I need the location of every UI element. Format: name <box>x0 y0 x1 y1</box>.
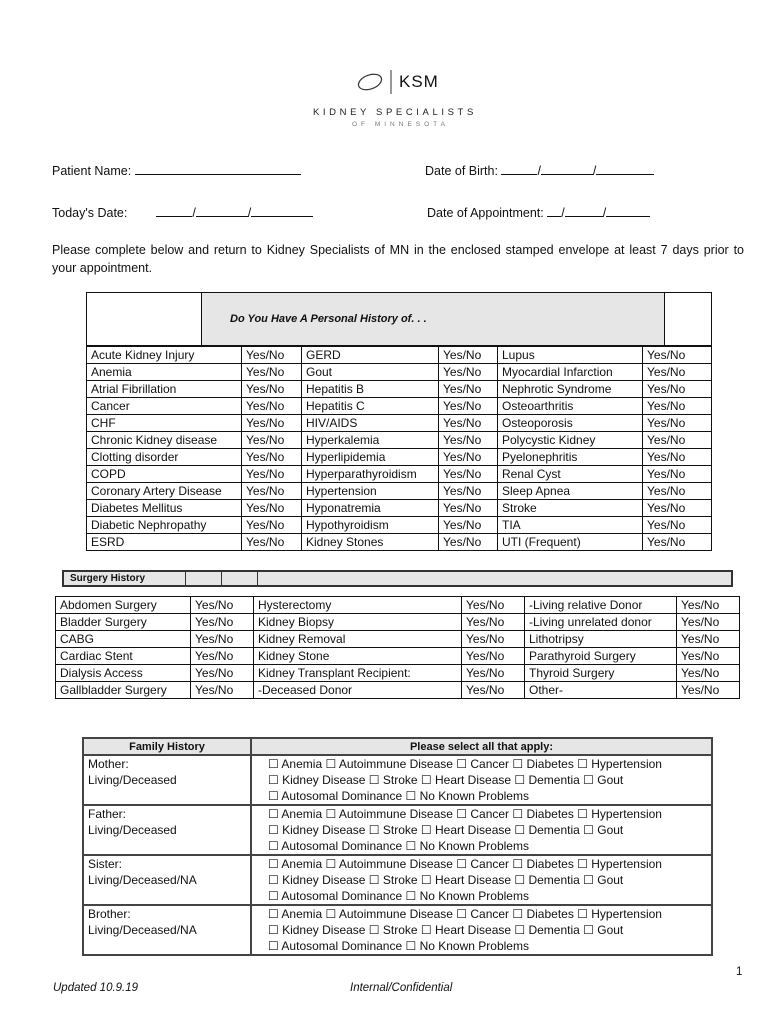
condition-label: Hyponatremia <box>302 500 439 517</box>
condition-label: Abdomen Surgery <box>56 597 191 614</box>
condition-label: Anemia <box>87 364 242 381</box>
yes-no-answer[interactable]: Yes/No <box>462 682 525 699</box>
updated-date: Updated 10.9.19 <box>53 982 139 994</box>
yes-no-answer[interactable]: Yes/No <box>439 500 498 517</box>
condition-label: -Living relative Donor <box>525 597 677 614</box>
condition-label: Parathyroid Surgery <box>525 648 677 665</box>
family-living-status[interactable]: Living/Deceased/NA <box>88 923 197 937</box>
classification-label: Internal/Confidential <box>350 982 453 994</box>
family-history-select-label: Please select all that apply: <box>251 738 712 755</box>
yes-no-answer[interactable]: Yes/No <box>439 449 498 466</box>
yes-no-answer[interactable]: Yes/No <box>462 665 525 682</box>
condition-label: HIV/AIDS <box>302 415 439 432</box>
personal-history-title: Do You Have A Personal History of. . . <box>230 313 427 325</box>
family-options-line[interactable]: ☐ Autosomal Dominance ☐ No Known Problems <box>268 839 529 853</box>
sh-row <box>56 648 740 665</box>
yes-no-answer[interactable]: Yes/No <box>643 534 712 551</box>
logo-name: KSM <box>399 72 439 91</box>
family-options-line[interactable]: ☐ Anemia ☐ Autoimmune Disease ☐ Cancer ☐ Diabetes ☐ Hypertension <box>268 757 662 771</box>
yes-no-answer[interactable]: Yes/No <box>462 597 525 614</box>
yes-no-answer[interactable]: Yes/No <box>439 432 498 449</box>
condition-label: Diabetic Nephropathy <box>87 517 242 534</box>
condition-label: Renal Cyst <box>498 466 643 483</box>
family-member-cell <box>83 805 251 855</box>
yes-no-answer[interactable]: Yes/No <box>439 347 498 364</box>
appointment-date-field[interactable]: Date of Appointment: / / <box>427 205 650 220</box>
condition-label: Kidney Stone <box>254 648 462 665</box>
condition-label: Hypothyroidism <box>302 517 439 534</box>
yes-no-answer[interactable]: Yes/No <box>242 534 302 551</box>
today-label: Today's Date: <box>52 206 128 220</box>
yes-no-answer[interactable]: Yes/No <box>643 483 712 500</box>
family-options-cell[interactable] <box>251 755 712 805</box>
yes-no-answer[interactable]: Yes/No <box>242 517 302 534</box>
todays-date-field[interactable]: Today's Date: / / <box>52 205 313 220</box>
condition-label: Kidney Stones <box>302 534 439 551</box>
yes-no-answer[interactable]: Yes/No <box>242 347 302 364</box>
condition-label: Nephrotic Syndrome <box>498 381 643 398</box>
condition-label: Myocardial Infarction <box>498 364 643 381</box>
family-living-status[interactable]: Living/Deceased/NA <box>88 873 197 887</box>
appt-month-line[interactable] <box>547 205 561 217</box>
yes-no-answer[interactable]: Yes/No <box>242 381 302 398</box>
yes-no-answer[interactable]: Yes/No <box>242 466 302 483</box>
today-year-line[interactable] <box>251 205 313 217</box>
dob-day-line[interactable] <box>541 163 593 175</box>
condition-label: COPD <box>87 466 242 483</box>
yes-no-answer[interactable]: Yes/No <box>439 483 498 500</box>
family-options-line[interactable]: ☐ Autosomal Dominance ☐ No Known Problems <box>268 939 529 953</box>
personal-history-table <box>86 346 712 551</box>
yes-no-answer[interactable]: Yes/No <box>439 364 498 381</box>
condition-label: Coronary Artery Disease <box>87 483 242 500</box>
family-member-cell <box>83 755 251 805</box>
surgery-history-table <box>55 596 740 699</box>
surgery-history-header <box>62 570 733 587</box>
family-options-line[interactable]: ☐ Kidney Disease ☐ Stroke ☐ Heart Disease ☐ Dementia ☐ Gout <box>268 773 624 787</box>
condition-label: Dialysis Access <box>56 665 191 682</box>
yes-no-answer[interactable]: Yes/No <box>191 665 254 682</box>
condition-label: Kidney Removal <box>254 631 462 648</box>
ph-row <box>87 449 712 466</box>
family-member-row <box>83 905 712 955</box>
yes-no-answer[interactable]: Yes/No <box>643 415 712 432</box>
family-options-cell[interactable] <box>251 855 712 905</box>
yes-no-answer[interactable]: Yes/No <box>643 432 712 449</box>
sh-row <box>56 631 740 648</box>
family-relation: Father: <box>88 807 127 821</box>
ph-row <box>87 381 712 398</box>
condition-label: Kidney Biopsy <box>254 614 462 631</box>
yes-no-answer[interactable]: Yes/No <box>643 364 712 381</box>
family-options-line[interactable]: ☐ Autosomal Dominance ☐ No Known Problems <box>268 789 529 803</box>
condition-label: Pyelonephritis <box>498 449 643 466</box>
appt-year-line[interactable] <box>606 205 650 217</box>
yes-no-answer[interactable]: Yes/No <box>242 432 302 449</box>
family-relation: Brother: <box>88 907 131 921</box>
family-member-cell <box>83 855 251 905</box>
patient-name-field[interactable] <box>52 163 301 178</box>
condition-label: Osteoporosis <box>498 415 643 432</box>
yes-no-answer[interactable]: Yes/No <box>462 614 525 631</box>
family-living-status[interactable]: Living/Deceased <box>88 823 177 837</box>
condition-label: Hepatitis B <box>302 381 439 398</box>
yes-no-answer[interactable]: Yes/No <box>439 381 498 398</box>
condition-label: Hyperparathyroidism <box>302 466 439 483</box>
family-history-title: Family History <box>83 738 251 755</box>
patient-name-line[interactable] <box>135 163 301 175</box>
condition-label: Polycystic Kidney <box>498 432 643 449</box>
sh-row <box>56 614 740 631</box>
yes-no-answer[interactable]: Yes/No <box>191 614 254 631</box>
family-relation: Sister: <box>88 857 123 871</box>
yes-no-answer[interactable]: Yes/No <box>677 665 740 682</box>
yes-no-answer[interactable]: Yes/No <box>439 534 498 551</box>
family-living-status[interactable]: Living/Deceased <box>88 773 177 787</box>
logo-subtitle: KIDNEY SPECIALISTS <box>313 107 477 118</box>
logo-subtitle-2: OF MINNESOTA <box>352 121 449 128</box>
yes-no-answer[interactable]: Yes/No <box>191 597 254 614</box>
family-options-line[interactable]: ☐ Kidney Disease ☐ Stroke ☐ Heart Disease ☐ Dementia ☐ Gout <box>268 923 624 937</box>
condition-label: Lithotripsy <box>525 631 677 648</box>
appt-day-line[interactable] <box>565 205 603 217</box>
yes-no-answer[interactable]: Yes/No <box>677 682 740 699</box>
personal-history-header <box>86 292 712 346</box>
condition-label: Other- <box>525 682 677 699</box>
yes-no-answer[interactable]: Yes/No <box>242 398 302 415</box>
yes-no-answer[interactable]: Yes/No <box>462 631 525 648</box>
family-member-row <box>83 805 712 855</box>
ph-row <box>87 517 712 534</box>
yes-no-answer[interactable]: Yes/No <box>191 682 254 699</box>
dob-month-line[interactable] <box>501 163 537 175</box>
yes-no-answer[interactable]: Yes/No <box>643 398 712 415</box>
yes-no-answer[interactable]: Yes/No <box>242 449 302 466</box>
instructions: Please complete below and return to Kidney Specialists of MN in the enclosed stamped envelope at least 7 days prior to your appointment. <box>52 243 744 275</box>
ph-row <box>87 398 712 415</box>
condition-label: UTI (Frequent) <box>498 534 643 551</box>
condition-label: Gout <box>302 364 439 381</box>
condition-label: Hysterectomy <box>254 597 462 614</box>
condition-label: Osteoarthritis <box>498 398 643 415</box>
today-month-line[interactable] <box>156 205 192 217</box>
yes-no-answer[interactable]: Yes/No <box>643 449 712 466</box>
yes-no-answer[interactable]: Yes/No <box>643 381 712 398</box>
family-member-row <box>83 755 712 805</box>
family-options-line[interactable]: ☐ Autosomal Dominance ☐ No Known Problems <box>268 889 529 903</box>
dob-label: Date of Birth: <box>425 164 498 178</box>
ph-row <box>87 466 712 483</box>
family-options-line[interactable]: ☐ Anemia ☐ Autoimmune Disease ☐ Cancer ☐ Diabetes ☐ Hypertension <box>268 807 662 821</box>
condition-label: Acute Kidney Injury <box>87 347 242 364</box>
dob-year-line[interactable] <box>596 163 654 175</box>
condition-label: ESRD <box>87 534 242 551</box>
yes-no-answer[interactable]: Yes/No <box>439 466 498 483</box>
appt-label: Date of Appointment: <box>427 206 544 220</box>
condition-label: Sleep Apnea <box>498 483 643 500</box>
yes-no-answer[interactable]: Yes/No <box>462 648 525 665</box>
condition-label: Cardiac Stent <box>56 648 191 665</box>
yes-no-answer[interactable]: Yes/No <box>242 364 302 381</box>
yes-no-answer[interactable]: Yes/No <box>439 517 498 534</box>
condition-label: Hepatitis C <box>302 398 439 415</box>
ph-row <box>87 432 712 449</box>
yes-no-answer[interactable]: Yes/No <box>242 483 302 500</box>
ksm-logo-icon <box>356 68 392 101</box>
family-options-line[interactable]: ☐ Kidney Disease ☐ Stroke ☐ Heart Disease ☐ Dementia ☐ Gout <box>268 823 624 837</box>
condition-label: GERD <box>302 347 439 364</box>
condition-label: Hyperlipidemia <box>302 449 439 466</box>
yes-no-answer[interactable]: Yes/No <box>677 597 740 614</box>
family-options-cell[interactable] <box>251 805 712 855</box>
sh-row <box>56 665 740 682</box>
yes-no-answer[interactable]: Yes/No <box>242 500 302 517</box>
condition-label: Stroke <box>498 500 643 517</box>
condition-label: Hypertension <box>302 483 439 500</box>
yes-no-answer[interactable]: Yes/No <box>439 415 498 432</box>
yes-no-answer[interactable]: Yes/No <box>643 466 712 483</box>
date-of-birth-field[interactable]: Date of Birth: / / <box>425 163 654 178</box>
family-options-line[interactable]: ☐ Kidney Disease ☐ Stroke ☐ Heart Disease ☐ Dementia ☐ Gout <box>268 873 624 887</box>
yes-no-answer[interactable]: Yes/No <box>643 347 712 364</box>
condition-label: Hyperkalemia <box>302 432 439 449</box>
condition-label: -Deceased Donor <box>254 682 462 699</box>
family-history-table <box>82 737 713 956</box>
condition-label: CABG <box>56 631 191 648</box>
yes-no-answer[interactable]: Yes/No <box>677 648 740 665</box>
patient-name-label: Patient Name: <box>52 164 132 178</box>
condition-label: Gallbladder Surgery <box>56 682 191 699</box>
family-relation: Mother: <box>88 757 129 771</box>
today-day-line[interactable] <box>196 205 248 217</box>
page-number: 1 <box>736 966 743 978</box>
family-options-line[interactable]: ☐ Anemia ☐ Autoimmune Disease ☐ Cancer ☐ Diabetes ☐ Hypertension <box>268 907 662 921</box>
condition-label: Atrial Fibrillation <box>87 381 242 398</box>
family-options-line[interactable]: ☐ Anemia ☐ Autoimmune Disease ☐ Cancer ☐ Diabetes ☐ Hypertension <box>268 857 662 871</box>
yes-no-answer[interactable]: Yes/No <box>191 631 254 648</box>
ph-row <box>87 364 712 381</box>
sh-row <box>56 682 740 699</box>
family-options-cell[interactable] <box>251 905 712 955</box>
yes-no-answer[interactable]: Yes/No <box>677 614 740 631</box>
condition-label: CHF <box>87 415 242 432</box>
family-member-row <box>83 855 712 905</box>
ph-row <box>87 483 712 500</box>
yes-no-answer[interactable]: Yes/No <box>677 631 740 648</box>
condition-label: Kidney Transplant Recipient: <box>254 665 462 682</box>
family-member-cell <box>83 905 251 955</box>
yes-no-answer[interactable]: Yes/No <box>643 500 712 517</box>
yes-no-answer[interactable]: Yes/No <box>242 415 302 432</box>
condition-label: Clotting disorder <box>87 449 242 466</box>
condition-label: Bladder Surgery <box>56 614 191 631</box>
condition-label: Cancer <box>87 398 242 415</box>
ph-row <box>87 347 712 364</box>
condition-label: -Living unrelated donor <box>525 614 677 631</box>
condition-label: TIA <box>498 517 643 534</box>
ph-row <box>87 500 712 517</box>
condition-label: Lupus <box>498 347 643 364</box>
surgery-history-title: Surgery History <box>70 573 146 584</box>
condition-label: Thyroid Surgery <box>525 665 677 682</box>
condition-label: Diabetes Mellitus <box>87 500 242 517</box>
sh-row <box>56 597 740 614</box>
ph-row <box>87 415 712 432</box>
condition-label: Chronic Kidney disease <box>87 432 242 449</box>
yes-no-answer[interactable]: Yes/No <box>191 648 254 665</box>
ph-row <box>87 534 712 551</box>
yes-no-answer[interactable]: Yes/No <box>439 398 498 415</box>
yes-no-answer[interactable]: Yes/No <box>643 517 712 534</box>
